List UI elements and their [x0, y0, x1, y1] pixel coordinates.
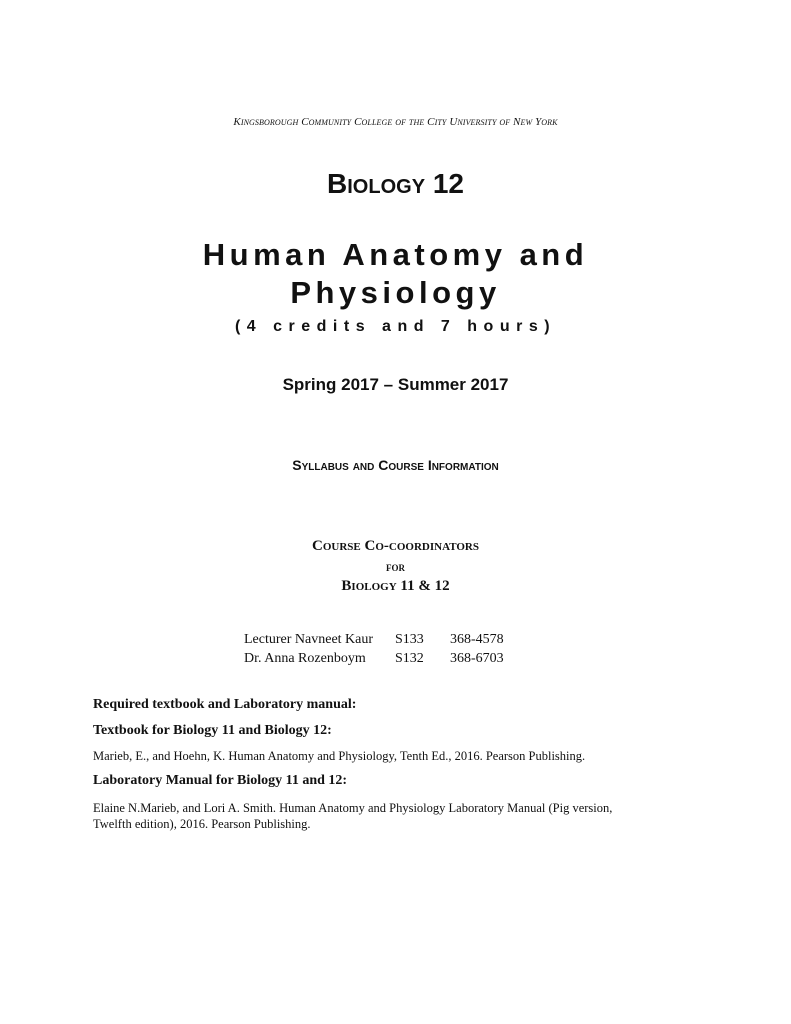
course-title — [0, 236, 791, 312]
textbook-reference: Marieb, E., and Hoehn, K. Human Anatomy and Physiology, Tenth Ed., 2016. Pearson Publishing. — [93, 749, 586, 763]
course-title-line-2: Physiology — [290, 275, 501, 310]
course-term: Spring 2017 – Summer 2017 — [282, 375, 509, 394]
coordinator-row — [244, 630, 530, 649]
course-code: Biology 12 — [327, 168, 464, 199]
coordinators-heading-for: for — [386, 559, 405, 574]
coordinator-row — [244, 649, 530, 668]
lab-manual-heading: Laboratory Manual for Biology 11 and 12: — [93, 773, 348, 788]
coordinator-name: Lecturer Navneet Kaur — [244, 632, 374, 647]
coordinator-contacts — [244, 630, 530, 668]
college-name: Kingsborough Community College of the City University of New York — [233, 116, 558, 128]
course-title-line-1: Human Anatomy and — [202, 237, 589, 272]
textbook-heading: Textbook for Biology 11 and Biology 12: — [93, 723, 332, 738]
coordinators-heading: Course Co-coordinators — [312, 538, 479, 554]
materials-heading: Required textbook and Laboratory manual: — [93, 697, 357, 712]
coordinator-name: Dr. Anna Rozenboym — [244, 651, 366, 666]
document-type: Syllabus and Course Information — [292, 457, 499, 473]
coordinator-phone: 368-6703 — [450, 651, 504, 666]
coordinator-phone: 368-4578 — [450, 632, 504, 647]
lab-manual-reference: Elaine N.Marieb, and Lori A. Smith. Human Anatomy and Physiology Laboratory Manual (Pig version, Twelfth edition), 2016. Pearson Publishing. — [93, 801, 613, 831]
coordinator-room: S132 — [395, 651, 424, 666]
coordinators-heading-course: Biology 11 & 12 — [341, 578, 450, 594]
coordinator-room: S133 — [395, 632, 424, 647]
course-credits: (4 credits and 7 hours) — [234, 318, 557, 335]
